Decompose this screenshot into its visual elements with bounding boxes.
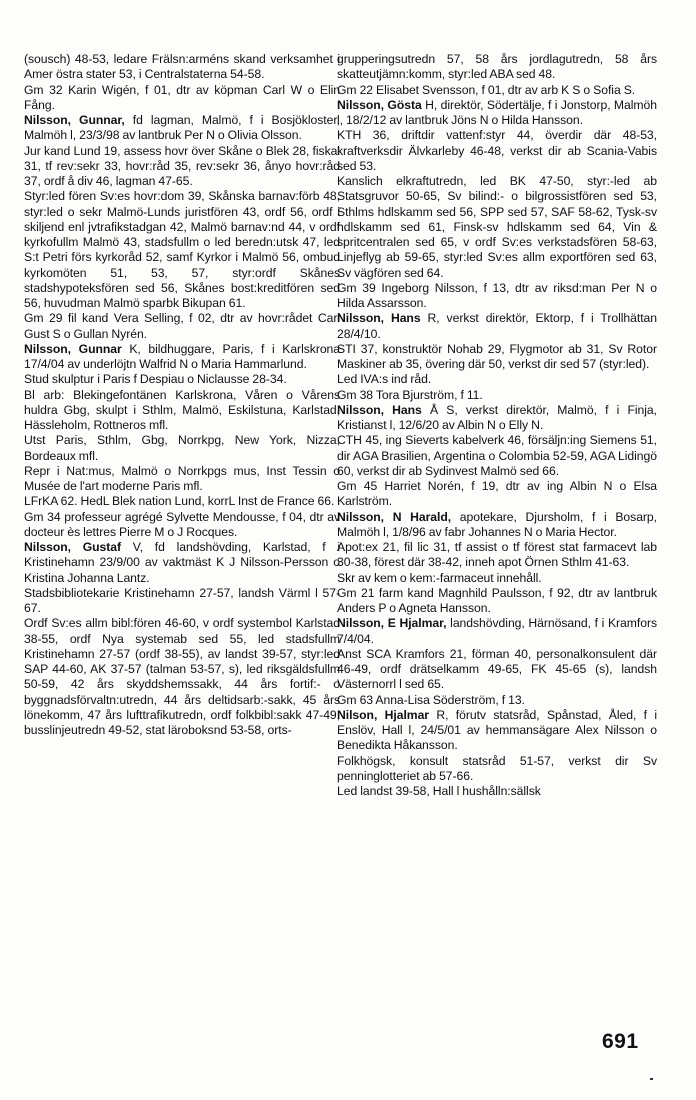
entry-name: Nilsson, N Harald, [337, 509, 452, 524]
entry-text: Gm 29 fil kand Vera Selling, f 02, dtr av hovr:rådet Carl Gust S o Gullan Nyrén. [24, 311, 340, 341]
entry-text: Bl arb: Blekingefontänen Karlskrona, Våren o Vårens huldra Gbg, skulpt i Sthlm, Malmö, Eskilstuna, Karlstad, Hässleholm, Rottneros mfl. [24, 387, 340, 432]
biography-paragraph [24, 189, 340, 311]
print-speck [650, 1078, 653, 1080]
entry-text: apotekare, Djursholm, f i Bosarp, Malmöh l, 1/8/96 av fabr Johannes N o Maria Hector. [337, 509, 657, 539]
biography-paragraph [24, 388, 340, 434]
entry-text: Gm 32 Karin Wigén, f 01, dtr av köpman Carl W o Elin Fång. [24, 82, 340, 112]
entry-name: Nilsson, Gunnar, [24, 113, 125, 127]
biography-paragraph [24, 494, 340, 509]
biography-entry-header [337, 311, 657, 342]
biography-paragraph [337, 586, 657, 617]
entry-text: (sousch) 48-53, ledare Frälsn:arméns skand verksamhet i Amer östra stater 53, i Centralstaterna 54-58. [24, 52, 340, 82]
biography-paragraph [337, 784, 657, 799]
biography-entry-header [337, 616, 657, 647]
entry-text: KTH 36, driftdir vattenf:styr 44, överdir där 48-53, kraftverksdir Älvkarleby 46-48, verkst dir ab Scania-Vabis sed 53. [337, 128, 657, 173]
biography-paragraph [337, 52, 657, 83]
entry-text: R, verkst direktör, Ektorp, f i Trollhättan 28/4/10. [337, 311, 657, 341]
biography-paragraph [337, 647, 657, 693]
entry-text: Stud skulptur i Paris f Despiau o Niclausse 28-34. [24, 372, 287, 387]
entry-name: Nilsson, Gustaf [24, 540, 122, 554]
entry-text: landshövding, Härnösand, f i Kramfors 7/4/04. [337, 616, 658, 646]
entry-text: Anst SCA Kramfors 21, förman 40, personalkonsulent där 46-49, ordf drätselkamm 49-65, FK 45-65 (s), landsh Västernorrl l sed 65. [337, 646, 657, 692]
biography-paragraph [337, 128, 657, 174]
biography-paragraph [337, 342, 657, 373]
entry-text: Gm 39 Ingeborg Nilsson, f 13, dtr av riksd:man Per N o Hilda Assarsson. [337, 280, 657, 310]
entry-text: Kanslich elkraftutredn, led BK 47-50, styr:-led ab Statsgruvor 50-65, Sv bilind:- o bilgrossistfören sed 53, Sthlms hdlskamm sed 56, SPP sed 57, SAF 58-62, Tysk-sv hdlskamm sed 61, Finsk-sv hdlskamm sed 64, Vin & spritcentralen sed 65, v ordf Sv:es verkstadsfören 58-63, Linjeflyg ab 59-65, styr:led Sv:es allm exportfören sed 63, Sv vägfören sed 64. [337, 174, 657, 280]
biography-paragraph [337, 540, 657, 571]
entry-text: Å S, verkst direktör, Malmö, f i Finja, Kristianst l, 12/6/20 av Albin N o Elly N. [337, 402, 657, 432]
biography-entry-header [337, 403, 657, 434]
entry-text: Styr:led fören Sv:es hovr:dom 39, Skånska barnav:förb 48, styr:led o sekr Malmö-Lunds juristfören 43, ordf 56, ordf i skiljend enl jvtrafikstadgan 42, Malmö barnav:nd 44, v ordf kyrkofullm Malmö 43, stadsfullm o led beredn:utsk 47, led S:t Petri förs kyrkoråd 52, samf Kyrkor i Malmö 56, ombud kyrkomöten 51, 53, 57, styr:ordf Skånes stadshypoteksfören sed 56, Skånes bost:kreditfören sed 56, huvudman Malmö sparbk Bikupan 61. [24, 189, 340, 310]
right-column [337, 52, 657, 799]
entry-text: Gm 63 Anna-Lisa Söderström, f 13. [337, 692, 525, 707]
entry-text: Apot:ex 21, fil lic 31, tf assist o tf förest stat farmacevt lab 30-38, förest där 38-42, inneh apot Örnen Sthlm 41-63. [337, 540, 657, 570]
entry-text: Utst Paris, Sthlm, Gbg, Norrkpg, New York, Nizza, Bordeaux mfl. [24, 433, 340, 463]
biography-paragraph [24, 464, 340, 495]
biography-paragraph [337, 174, 657, 281]
entry-name: Nilsson, Hans [337, 311, 421, 326]
entry-text: Skr av kem o kem:-farmaceut innehåll. [337, 570, 542, 585]
entry-text: Folkhögsk, konsult statsråd 51-57, verkst dir Sv penninglotteriet ab 57-66. [337, 753, 657, 783]
entry-text: STI 37, konstruktör Nohab 29, Flygmotor ab 31, Sv Rotor Maskiner ab 35, övering där 50, verkst dir sed 57 (styr:led). [337, 341, 657, 371]
biography-paragraph [24, 586, 340, 617]
entry-text: CTH 45, ing Sieverts kabelverk 46, försäljn:ing Siemens 51, dir AGA Brasilien, Argentina o Colombia 52-59, AGA Lidingö 60, verkst dir ab Sydinvest Malmö sed 66. [337, 433, 657, 478]
entry-text: Ordf Sv:es allm bibl:fören 46-60, v ordf systembol Karlstad 38-55, ordf Nya systemab sed 55, led stadsfullm Kristinehamn 27-57 (ordf 38-55), av landst 39-57, styr:led SAP 44-60, AK 37-57 (talman 53-57, s), led riksgäldsfullm 50-59, 42 års skyddshemssakk, 44 års fortif:- o byggnadsförvaltn:utredn, 44 års deltidsarb:-sakk, 45 års lönekomm, 47 års lufttrafikutredn, ordf folkbibl:sakk 47-49, busslinjeutredn 49-52, stat läroboksnd 53-58, orts- [24, 616, 340, 737]
page-number: 691 [602, 1030, 639, 1053]
biography-paragraph [24, 433, 340, 464]
entry-name: Nilsson, E Hjalmar, [337, 616, 447, 631]
biography-entry-header [24, 342, 340, 373]
biography-paragraph [337, 372, 657, 387]
entry-text: Gm 34 professeur agrégé Sylvette Mendousse, f 04, dtr av docteur ès lettres Pierre M o J Rocques. [24, 509, 340, 539]
entry-text: H, direktör, Södertälje, f i Jonstorp, Malmöh l, 18/2/12 av lantbruk Jöns N o Hilda Hansson. [337, 97, 657, 127]
biography-paragraph [337, 754, 657, 785]
biography-paragraph [337, 281, 657, 312]
entry-text: V, fd landshövding, Karlstad, f i Kristinehamn 23/9/00 av vaktmäst K J Nilsson-Persson o Kristina Johanna Lantz. [24, 540, 341, 585]
biography-entry-header [337, 510, 657, 541]
entry-name: Nilson, Hjalmar [337, 707, 429, 722]
entry-name: Nilsson, Gunnar [24, 341, 122, 356]
left-column [24, 52, 340, 738]
entry-text: Stadsbibliotekarie Kristinehamn 27-57, landsh Värml l 57-67. [24, 585, 340, 615]
entry-text: K, bildhuggare, Paris, f i Karlskrona 17/4/04 av underlöjtn Walfrid N o Maria Hammarlund. [24, 341, 341, 371]
biography-paragraph [24, 83, 340, 114]
biography-paragraph [24, 372, 340, 387]
biography-entry-header [337, 708, 657, 754]
entry-text: fd lagman, Malmö, f i Bosjökloster, Malmöh l, 23/3/98 av lantbruk Per N o Olivia Olsson. [24, 113, 340, 143]
entry-text: Gm 45 Harriet Norén, f 19, dtr av ing Albin N o Elsa Karlström. [337, 479, 657, 509]
biography-paragraph [337, 388, 657, 403]
biography-paragraph [337, 693, 657, 708]
biography-paragraph [24, 144, 340, 190]
entry-text: LFrKA 62. HedL Blek nation Lund, korrL Inst de France 66. [24, 494, 335, 509]
entry-text: Led landst 39-58, Hall l hushålln:sällsk [337, 784, 541, 798]
entry-text: R, förutv statsråd, Spånstad, Åled, f i Enslöv, Hall l, 24/5/01 av hemmansägare Alex Nilsson o Benedikta Håkansson. [337, 707, 657, 753]
biography-paragraph [24, 510, 340, 541]
entry-name: Nilsson, Gösta [337, 97, 422, 112]
biography-entry-header [337, 98, 657, 129]
biography-paragraph [24, 311, 340, 342]
entry-name: Nilsson, Hans [337, 402, 422, 417]
entry-text: Jur kand Lund 19, assess hovr över Skåne o Blek 28, fiskal 31, tf rev:sekr 33, hovr:råd 35, rev:sekr 36, ånyo hovr:råd 37, ordf å div 46, lagman 47-65. [24, 143, 340, 188]
biography-entry-header [24, 540, 340, 586]
entry-text: Gm 38 Tora Bjurström, f 11. [337, 387, 483, 402]
biography-paragraph [24, 52, 340, 83]
entry-text: Gm 22 Elisabet Svensson, f 01, dtr av arb K S o Sofia S. [337, 82, 636, 97]
entry-text: grupperingsutredn 57, 58 års jordlagutredn, 58 års skatteutjämn:komm, styr:led ABA sed 48. [337, 52, 657, 82]
entry-text: Led IVA:s ind råd. [337, 372, 432, 387]
entry-text: Gm 21 farm kand Magnhild Paulsson, f 92, dtr av lantbruk Anders P o Agneta Hansson. [337, 585, 657, 615]
biography-paragraph [337, 571, 657, 586]
biography-paragraph [24, 616, 340, 738]
biography-paragraph [337, 83, 657, 98]
entry-text: Repr i Nat:mus, Malmö o Norrkpgs mus, Inst Tessin o Musée de l'art moderne Paris mfl. [24, 463, 340, 493]
biography-entry-header [24, 113, 340, 144]
biography-paragraph [337, 433, 657, 479]
biography-paragraph [337, 479, 657, 510]
